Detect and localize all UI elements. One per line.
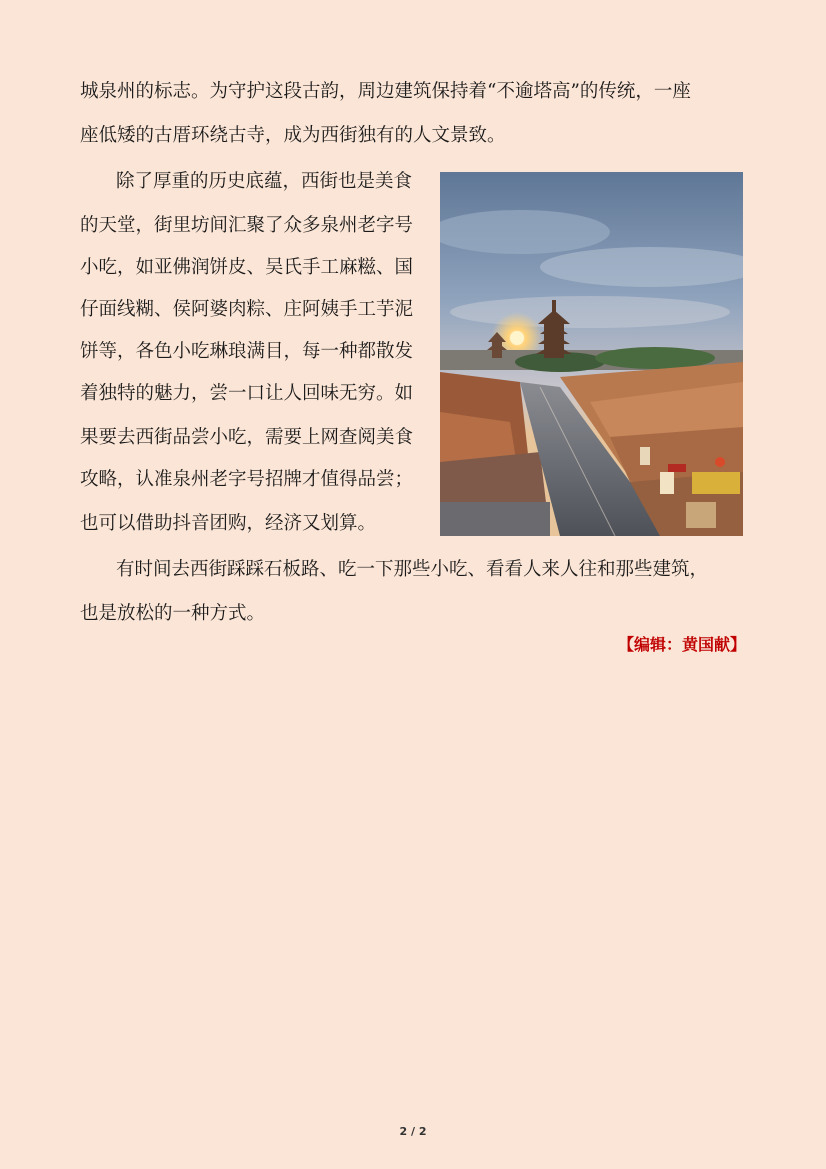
paragraph-2-line-3: 小吃，如亚佛润饼皮、吴氏手工麻糍、国 <box>80 257 414 278</box>
paragraph-2-line-9: 也可以借助抖音团购，经济又划算。 <box>80 513 377 534</box>
paragraph-2-line-8: 攻略，认准泉州老字号招牌才值得品尝； <box>80 469 414 490</box>
west-street-pagoda-photo <box>440 172 743 536</box>
paragraph-1-line-1: 城泉州的标志。为守护这段古韵，周边建筑保持着“不逾塔高”的传统，一座 <box>80 81 691 102</box>
paragraph-3-line-2: 也是放松的一种方式。 <box>80 603 266 624</box>
paragraph-2-line-1: 除了厚重的历史底蕴，西街也是美食 <box>116 171 413 192</box>
page-number: 2 / 2 <box>399 1125 427 1138</box>
editor-credit: 【编辑：黄国献】 <box>617 635 746 654</box>
paragraph-3-line-1: 有时间去西街踩踩石板路、吃一下那些小吃、看看人来人往和那些建筑， <box>116 559 709 580</box>
paragraph-2-line-5: 饼等，各色小吃琳琅满目，每一种都散发 <box>80 341 414 362</box>
paragraph-2-line-4: 仔面线糊、侯阿婆肉粽、庄阿姨手工芋泥 <box>80 299 414 320</box>
paragraph-1-line-2: 座低矮的古厝环绕古寺，成为西街独有的人文景致。 <box>80 125 506 146</box>
paragraph-2-line-7: 果要去西街品尝小吃，需要上网查阅美食 <box>80 427 414 448</box>
paragraph-2-line-2: 的天堂，街里坊间汇聚了众多泉州老字号 <box>80 215 414 236</box>
paragraph-2-line-6: 着独特的魅力，尝一口让人回味无穷。如 <box>80 383 414 404</box>
